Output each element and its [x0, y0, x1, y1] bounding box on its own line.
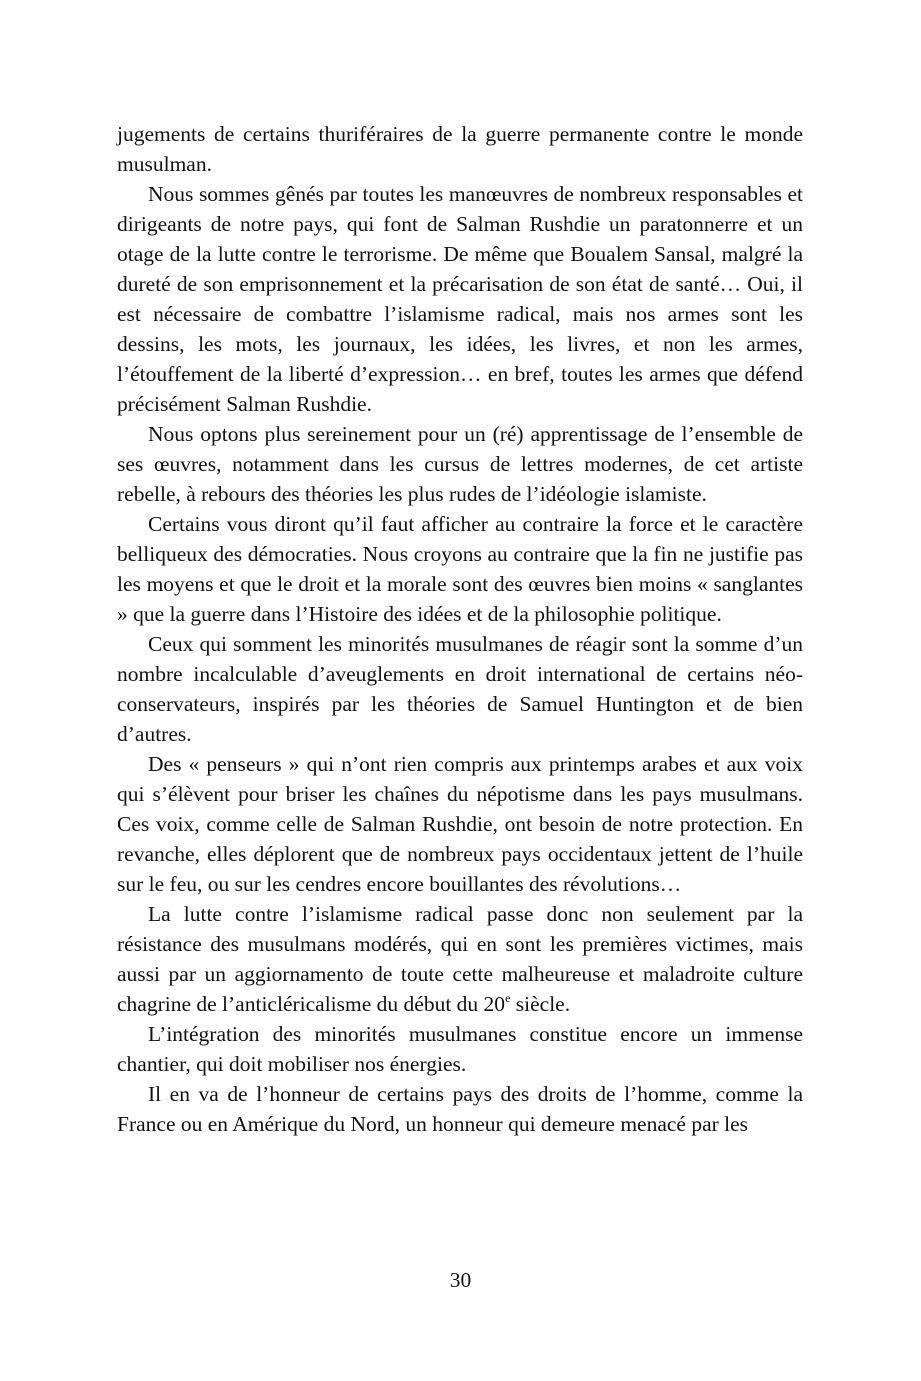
page-number: 30: [449, 1268, 472, 1292]
paragraph-4: Certains vous diront qu’il faut afficher au contraire la force et le caractère belliqueux des démocraties. Nous croyons au contraire que la fin ne justifie pas les moyens et que le droit et la morale sont des œuvres bien moins « sanglantes » que la guerre dans l’Histoire des idées et de la philosophie politique.: [117, 512, 803, 626]
paragraph-7-end: siècle.: [510, 992, 571, 1016]
paragraph-8: L’intégration des minorités musulmanes constitue encore un immense chantier, qui doit mobiliser nos énergies.: [117, 1022, 803, 1076]
paragraph-2: Nous sommes gênés par toutes les manœuvres de nombreux responsables et dirigeants de notre pays, qui font de Salman Rushdie un paratonnerre et un otage de la lutte contre le terrorisme. De même que Boualem Sansal, malgré la dureté de son emprisonnement et la précarisation de son état de santé… Oui, il est nécessaire de combattre l’islamisme radical, mais nos armes sont les dessins, les mots, les journaux, les idées, les livres, et non les armes, l’étouffement de la liberté d’expression… en bref, toutes les armes que défend précisément Salman Rushdie.: [117, 182, 803, 416]
century-superscript: e: [505, 991, 511, 1005]
paragraph-7-text: La lutte contre l’islamisme radical passe donc non seulement par la résistance des musulmans modérés, qui en sont les premières victimes, mais aussi par un aggiornamento de toute cette malheureuse et maladroite culture chagrine de l’anticléricalisme du début du 20: [117, 902, 803, 1016]
paragraph-3: Nous optons plus sereinement pour un (ré) apprentissage de l’ensemble de ses œuvres, notamment dans les cursus de lettres modernes, de cet artiste rebelle, à rebours des théories les plus rudes de l’idéologie islamiste.: [117, 422, 803, 506]
paragraph-1: jugements de certains thuriféraires de la guerre permanente contre le monde musulman.: [117, 122, 803, 176]
paragraph-5: Ceux qui somment les minorités musulmanes de réagir sont la somme d’un nombre incalculable d’aveuglements en droit international de certains néo-conservateurs, inspirés par les théories de Samuel Huntington et de bien d’autres.: [117, 632, 803, 746]
page-body: [117, 119, 803, 1139]
paragraph-9: Il en va de l’honneur de certains pays des droits de l’homme, comme la France ou en Amérique du Nord, un honneur qui demeure menacé par les: [117, 1082, 803, 1136]
paragraph-7: [117, 899, 803, 1019]
paragraph-6: Des « penseurs » qui n’ont rien compris aux printemps arabes et aux voix qui s’élèvent pour briser les chaînes du népotisme dans les pays musulmans. Ces voix, comme celle de Salman Rushdie, ont besoin de notre protection. En revanche, elles déplorent que de nombreux pays occidentaux jettent de l’huile sur le feu, ou sur les cendres encore bouillantes des révolutions…: [117, 752, 803, 896]
